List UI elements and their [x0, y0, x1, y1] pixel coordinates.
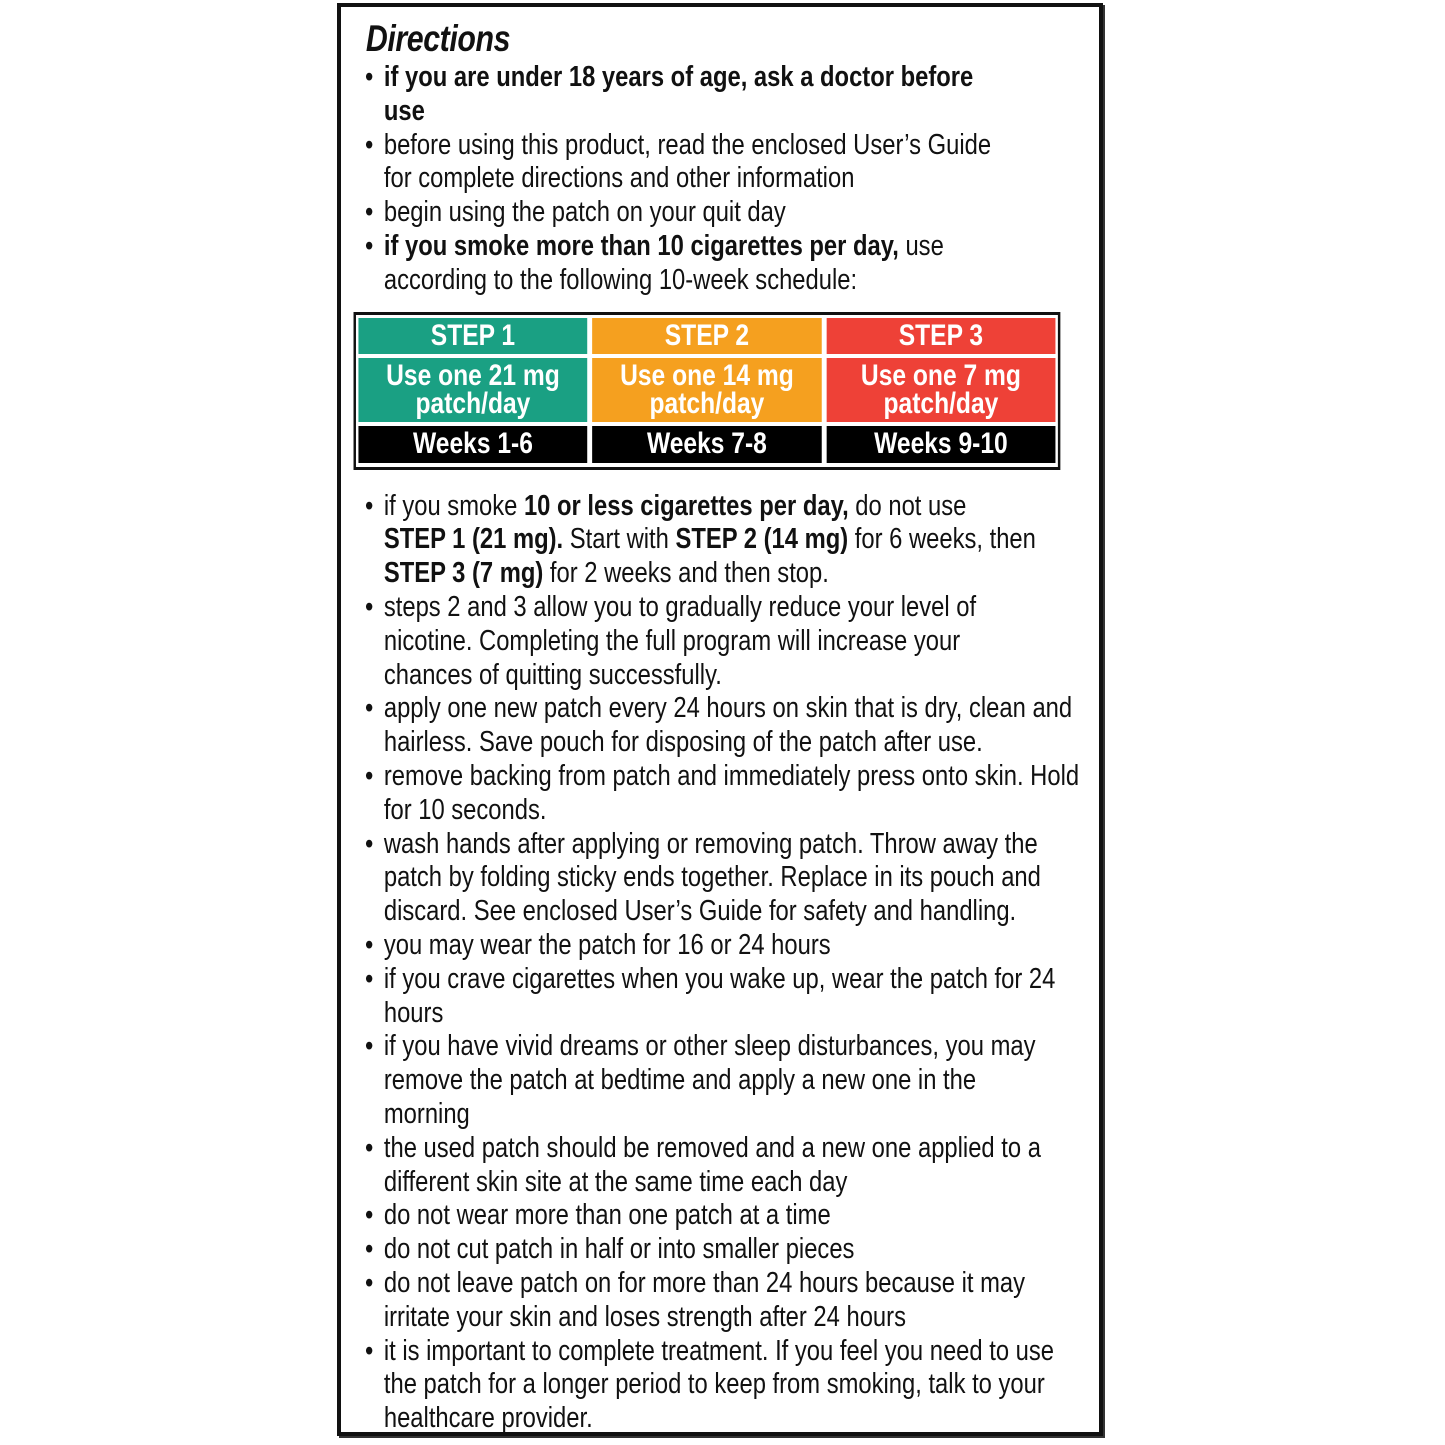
- list-item: [365, 196, 988, 230]
- bullet-icon: •: [365, 692, 374, 725]
- item-text: apply one new patch every 24 hours on skin that is dry, clean and hairless. Save pouch for disposing of the patch after use.: [383, 692, 1073, 759]
- item-text: remove backing from patch and immediately press onto skin. Hold for 10 seconds.: [383, 759, 1080, 826]
- intro-list: [365, 61, 992, 298]
- step3-dose: [826, 358, 1055, 422]
- bullet-icon: •: [365, 196, 374, 229]
- directions-title: Directions: [365, 18, 511, 59]
- step3-label: STEP 3: [826, 318, 1055, 354]
- bullet-icon: •: [365, 590, 374, 623]
- item-text: if you have vivid dreams or other sleep disturbances, you may remove the patch at bedtime and apply a new one in the morning: [383, 1030, 1036, 1130]
- item-bold-text: if you smoke more than 10 cigarettes per day,: [383, 229, 899, 262]
- list-item: [365, 61, 988, 129]
- item-text: you may wear the patch for 16 or 24 hours: [383, 928, 831, 961]
- step2-dose: [592, 358, 821, 422]
- bullet-icon: •: [365, 61, 374, 93]
- item-text: begin using the patch on your quit day: [383, 196, 786, 229]
- text-segment: Start with: [563, 523, 676, 556]
- step1-label: STEP 1: [358, 318, 587, 354]
- item-text: do not cut patch in half or into smaller pieces: [383, 1233, 855, 1266]
- schedule-grid: [358, 318, 1055, 464]
- bullet-icon: •: [365, 759, 374, 792]
- step2-weeks: Weeks 7-8: [592, 426, 821, 463]
- list-item: [365, 230, 1040, 298]
- list-item: [365, 692, 1073, 760]
- list-item: [365, 1233, 1050, 1267]
- text-segment: for 2 weeks and then stop.: [543, 557, 829, 590]
- bullet-icon: •: [365, 128, 374, 161]
- list-item: [365, 1132, 1081, 1200]
- item-text: use according to the following 10-week schedule:: [383, 229, 944, 296]
- item-text: the used patch should be removed and a new one applied to a different skin site at the same time each day: [383, 1131, 1041, 1198]
- bullet-icon: •: [365, 1199, 374, 1232]
- list-item: [365, 963, 1081, 1031]
- list-item: [365, 929, 1050, 963]
- list-item: [365, 129, 1023, 197]
- list-item: [365, 828, 1064, 929]
- item-text: steps 2 and 3 allow you to gradually reduce your level of nicotine. Completing the full program will increase your chances of quitting successfully.: [383, 590, 977, 691]
- text-segment: if you smoke: [383, 489, 524, 522]
- bullet-icon: •: [365, 1131, 374, 1164]
- list-item: [365, 1199, 1050, 1233]
- text-segment: do not use: [848, 489, 967, 522]
- step1-weeks: Weeks 1-6: [358, 426, 587, 463]
- step3-dose-text: Use one 7 mg patch/day: [860, 358, 1021, 420]
- directions-panel: [337, 3, 1103, 1436]
- bold-segment: 10 or less cigarettes per day,: [523, 489, 849, 522]
- list-item: [365, 1335, 1073, 1436]
- item-text: do not leave patch on for more than 24 hours because it may irritate your skin and loses strength after 24 hours: [383, 1266, 1025, 1333]
- list-item: [365, 1030, 1048, 1131]
- list-item: [365, 1267, 1060, 1335]
- bullet-icon: •: [365, 1233, 374, 1266]
- step1-dose-text: Use one 21 mg patch/day: [386, 358, 560, 420]
- step3-weeks: Weeks 9-10: [826, 426, 1055, 463]
- text-segment: for 6 weeks, then: [848, 523, 1036, 556]
- item-text: it is important to complete treatment. If you feel you need to use the patch for a longer period to keep from smoking, talk to your healthcare provider.: [383, 1334, 1055, 1435]
- step2-dose-text: Use one 14 mg patch/day: [620, 358, 794, 420]
- dosing-schedule-table: [354, 312, 1061, 470]
- bullet-icon: •: [365, 1334, 374, 1367]
- step2-label: STEP 2: [592, 318, 821, 354]
- item-text: if you crave cigarettes when you wake up, wear the patch for 24 hours: [383, 962, 1056, 1029]
- directions-content: [365, 17, 1080, 1436]
- step1-dose: [358, 358, 587, 422]
- item-text: before using this product, read the enclosed User’s Guide for complete directions and other information: [383, 128, 992, 195]
- bold-segment: STEP 1 (21 mg).: [383, 523, 564, 556]
- bold-segment: STEP 3 (7 mg): [383, 557, 544, 590]
- bullet-icon: •: [365, 489, 374, 522]
- list-item: [365, 760, 1081, 828]
- list-item-light-smoker: [365, 490, 1050, 591]
- item-text: wash hands after applying or removing patch. Throw away the patch by folding sticky ends together. Replace in its pouch and discard. See enclosed User’s Guide for safety and handling.: [383, 827, 1041, 928]
- bullet-icon: •: [365, 962, 374, 995]
- directions-list: [365, 489, 1080, 1436]
- bold-segment: STEP 2 (14 mg): [675, 523, 849, 556]
- bullet-icon: •: [365, 229, 374, 262]
- bullet-icon: •: [365, 1030, 374, 1063]
- list-item: [365, 591, 1036, 692]
- bullet-icon: •: [365, 928, 374, 961]
- bullet-icon: •: [365, 1266, 374, 1299]
- item-text: do not wear more than one patch at a time: [383, 1199, 831, 1232]
- bullet-icon: •: [365, 827, 374, 860]
- item-bold-text: if you are under 18 years of age, ask a doctor before use: [383, 61, 974, 127]
